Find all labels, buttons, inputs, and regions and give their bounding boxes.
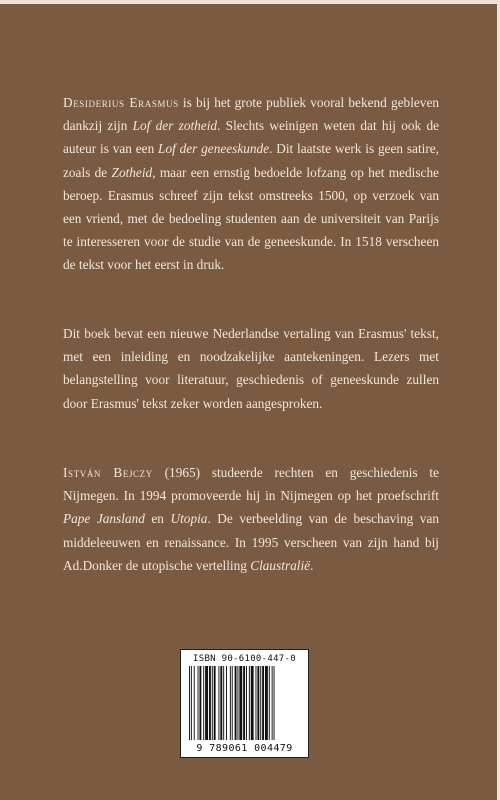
book-title-zotheid: Zotheid: [111, 164, 153, 180]
barcode-bar: [220, 666, 222, 740]
barcode-bar: [256, 666, 257, 740]
blurb-paragraph-translator-bio: [63, 461, 439, 577]
book-title-pape-jansland: Pape Jansland: [63, 511, 145, 527]
barcode-bars: [189, 666, 300, 740]
bio-text: . De verbeelding van de beschaving van middeleeuwen en renaissance. In 1995 verscheen van zijn hand bij Ad.Donker de utopische vertelling: [63, 511, 439, 573]
barcode-bar: [230, 666, 231, 740]
barcode-bar: [214, 666, 216, 740]
barcode-bar: [212, 666, 213, 740]
barcode-bar: [199, 666, 201, 740]
barcode-bar: [272, 666, 273, 740]
barcode-bar: [191, 666, 192, 740]
barcode-bar: [226, 666, 227, 740]
book-title-lof-der-zotheid: Lof der zotheid: [132, 118, 218, 134]
barcode-bar: [232, 666, 233, 740]
barcode-bar: [246, 666, 247, 740]
book-title-utopia: Utopia: [170, 511, 208, 527]
barcode-bar: [260, 666, 261, 740]
barcode-bar: [269, 666, 270, 740]
barcode-bar: [189, 666, 190, 740]
blurb-text: . Dit laatste werk is geen satire, zoals de: [63, 141, 439, 180]
isbn-number: ISBN 90-6100-447-0: [193, 654, 296, 664]
book-title-lof-der-geneeskunde: Lof der geneeskunde: [158, 141, 270, 157]
barcode-bar: [235, 666, 237, 740]
barcode-bar: [249, 666, 250, 740]
barcode-bar: [237, 666, 238, 740]
barcode-bar: [205, 666, 208, 740]
blurb-paragraph-erasmus: [63, 91, 439, 277]
barcode-bar: [218, 666, 219, 740]
barcode-bar: [203, 666, 204, 740]
barcode-bar: [198, 666, 199, 740]
barcode-bar: [262, 666, 264, 740]
author-name-bejczy: István Bejczy: [63, 465, 153, 480]
barcode-bar: [194, 666, 195, 740]
blurb-text: is bij het grote publiek vooral bekend gebleven dankzij zijn: [63, 95, 439, 134]
barcode-bar: [265, 666, 268, 740]
bio-text: (1965) studeerde rechten en geschiedenis te Nijmegen. In 1994 promoveerde hij in Nijmegen op het proefschrift: [63, 465, 439, 504]
blurb-text: . Slechts weinigen weten dat hij ook de auteur is van een: [63, 118, 440, 157]
barcode-bar: [257, 666, 259, 740]
barcode-bar: [223, 666, 224, 740]
barcode-label: [180, 649, 309, 758]
barcode-bar: [209, 666, 211, 740]
page-edge-top: [0, 0, 500, 4]
barcode-bar: [251, 666, 254, 740]
barcode-bar: [243, 666, 245, 740]
barcode-bar: [239, 666, 242, 740]
author-name-erasmus: Desiderius Erasmus: [63, 95, 179, 110]
barcode-bar: [274, 666, 275, 740]
blurb-paragraph-translation: Dit boek bevat een nieuwe Nederlandse vertaling van Erasmus' tekst, met een inleiding en noodzakelijke aantekeningen. Lezers met belangstelling voor literatuur, geschiedenis of geneeskunde zullen door Erasmus' tekst zeker worden aangesproken.: [63, 326, 439, 411]
blurb-text: , maar een ernstig bedoelde lofzang op het medische beroep. Erasmus schreef zijn tekst omstreeks 1500, op verzoek van een vriend, met de bedoeling studenten aan de universiteit van Parijs te interesseren voor de studie van de geneeskunde. In 1518 verscheen de tekst voor het eerst in druk.: [63, 164, 439, 273]
bio-text: .: [310, 557, 314, 573]
ean-digits: 9 789061 004479: [196, 743, 293, 754]
book-title-claustralie: Claustralië: [250, 557, 311, 573]
bio-text: en: [144, 511, 171, 527]
